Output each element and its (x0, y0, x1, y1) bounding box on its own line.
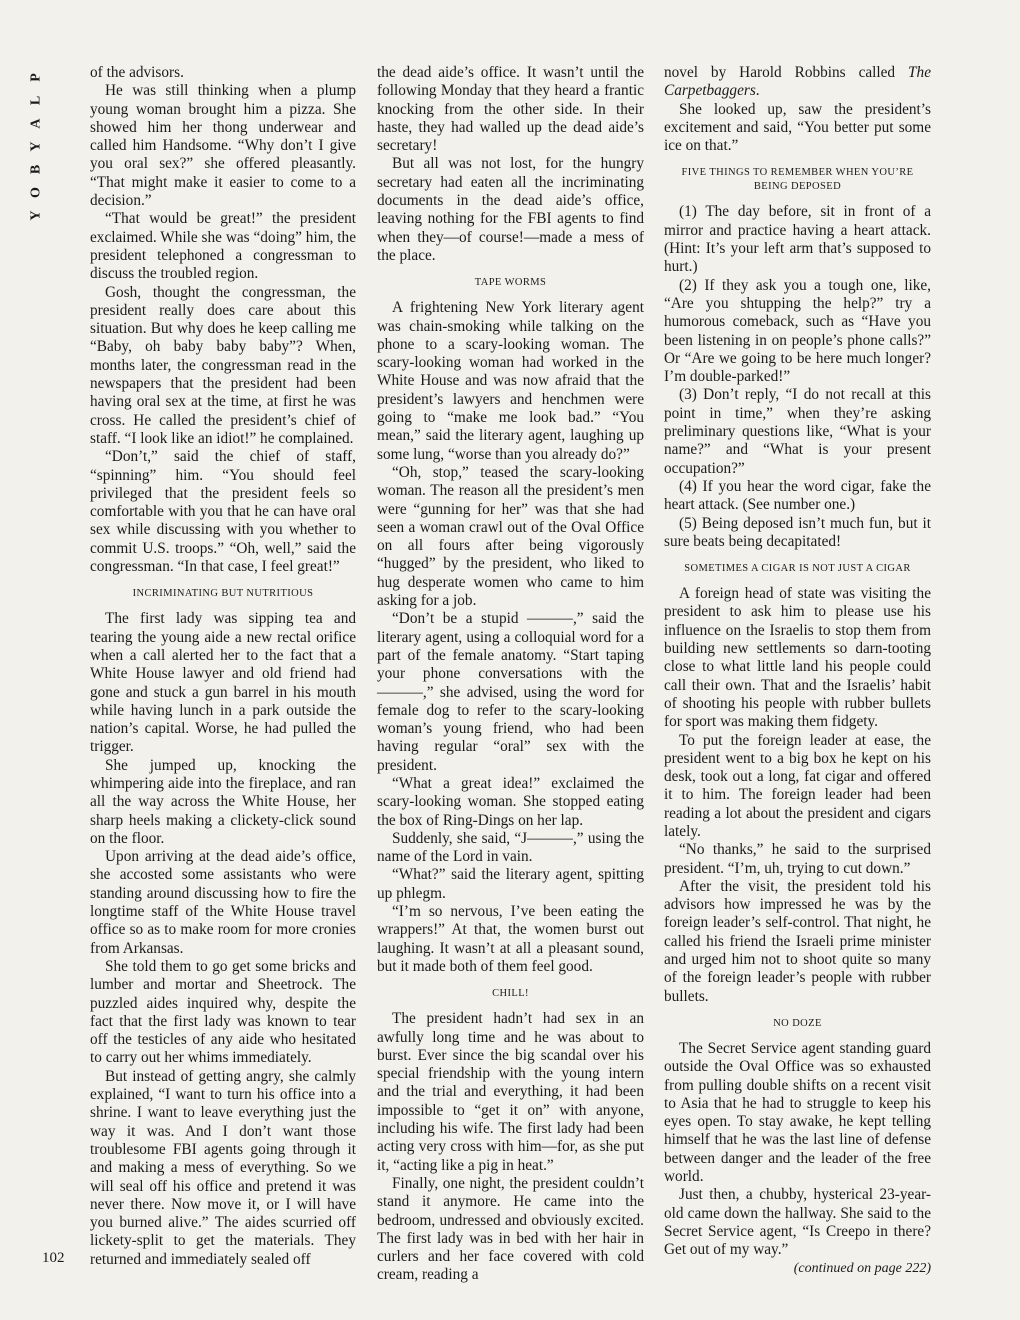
paragraph: (5) Being deposed isn’t much fun, but it sure beats being decapitated! (664, 514, 931, 550)
paragraph: “Don’t,” said the chief of staff, “spinning” him. “You should feel privileged that the president feels so comfortable with you that he can have oral sex while discussing with you whether to commit U.S. troops.” “Oh, well,” said the congressman. “In that case, I feel great!” (90, 448, 356, 576)
paragraph: Gosh, thought the congressman, the president really does care about this situation. But why does he keep calling me “Baby, oh baby baby baby”? When, months later, the congressman read in the newspapers that the president had been having oral sex at the time, at first he was cross. He called the president’s chief of staff. “I look like an idiot!” he complained. (90, 283, 356, 447)
paragraph: After the visit, the president told his advisors how impressed he was by the foreign leader’s self-control. That night, he called his friend the Israeli prime minister and urged him not to shoot quite so many of the foreign leader’s people with rubber bullets. (664, 877, 931, 1005)
paragraph: of the advisors. (90, 64, 184, 81)
paragraph: Suddenly, she said, “J———,” using the name of the Lord in vain. (377, 829, 644, 866)
paragraph: (3) Don’t reply, “I do not recall at this point in time,” when they’re asking preliminary questions like, “What is your name?” and “What is your present occupation?” (664, 386, 931, 477)
paragraph: She looked up, saw the president’s excitement and said, “You better put some ice on that.” (664, 100, 931, 155)
paragraph: the dead aide’s office. It wasn’t until the following Monday that they heard a frantic knocking from the other side. In their haste, they had walled up the dead aide’s secretary! (377, 64, 644, 155)
paragraph: The first lady was sipping tea and tearing the young aide a new rectal orifice when a call alerted her to the fact that a White House lawyer and old friend had gone and stuck a gun barrel in his mouth while having lunch in a park outside the nation’s capital. Worse, he had pulled the trigger. (90, 610, 356, 756)
paragraph: To put the foreign leader at ease, the president went to a big box he kept on his desk, took out a long, fat cigar and offered it to him. The foreign leader had been reading a lot about the president and cigars lately. (664, 731, 931, 840)
paragraph: A foreign head of state was visiting the president to ask him to please use his influence on the Israelis to stop them from building new settlements so darn-tooting close to what little land his people could call their own. That and the Israelis’ habit of shooting his people with rubber bullets for sport was making them fidgety. (664, 585, 931, 731)
masthead-letter: A (28, 118, 44, 129)
paragraph: “Don’t be a stupid ———,” said the literary agent, using a colloquial word for a part of the female anatomy. “Start taping your phone conversations with the ———,” she advised, using the word for female dog to refer to the scary-looking woman’s young friend, who had been having regular “oral” sex with the president. (377, 610, 644, 774)
paragraph: But all was not lost, for the hungry secretary had eaten all the incriminating documents in the dead aide’s office, leaving nothing for the FBI agents to find when they—of course!—made a mess of the place. (377, 155, 644, 264)
paragraph: “What?” said the literary agent, spitting up phlegm. (377, 866, 644, 902)
page-number: 102 (42, 1250, 65, 1266)
paragraph: A frightening New York literary agent was chain-smoking while talking on the phone to a scary-looking woman. The scary-looking woman had worked in the White House and was now afraid that the president’s lawyers and henchmen were going to “make me look bad.” “You mean,” said the literary agent, laughing up some lung, “worse than you already do?” (377, 299, 644, 463)
section-heading: SOMETIMES A CIGAR IS NOT JUST A CIGAR (684, 563, 911, 575)
paragraph: (4) If you hear the word cigar, fake the heart attack. (See number one.) (664, 477, 931, 514)
paragraph: The president hadn’t had sex in an awfully long time and he was about to burst. Ever since the big scandal over his special friendship with the young intern and the trial and everything, it had been impossible to “get it on” with anyone, including his wife. The first lady had been acting very cross with him—for, as she put it, “acting like a pig in heat.” (377, 1010, 644, 1174)
paragraph: (2) If they ask you a tough one, like, “Are you shtupping the help?” try a humorous comeback, such as “Have you been listening in on people’s phone calls?” Or “Are we going to be here much longer? I’m double-parked!” (664, 276, 931, 386)
paragraph: She told them to go get some bricks and lumber and mortar and Sheetrock. The puzzled aides inquired why, despite the fact that the first lady was known to tear off the testicles of any aide who hesitated to carry out her whims immediately. (90, 957, 356, 1067)
masthead-letter: Y (28, 210, 44, 221)
continued-note: (continued on page 222) (793, 1260, 931, 1276)
column-1 (90, 64, 356, 1269)
paragraph: He was still thinking when a plump young woman brought him a pizza. She showed him her thong underwear and called him Handsome. “Why don’t I give you oral sex?” she offered pleasantly. “That might make it easier to come to a decision.” (90, 82, 356, 210)
paragraph: She jumped up, knocking the whimpering aide into the fireplace, and ran all the way across the White House, her sharp heels making a clickety-click sound on the floor. (90, 756, 356, 847)
paragraph: “That would be great!” the president exclaimed. While she was “doing” him, the president telephoned a congressman to discuss the troubled region. (90, 210, 356, 283)
paragraph-text: novel by Harold Robbins called (664, 64, 909, 81)
paragraph: “Oh, stop,” teased the scary-looking woman. The reason all the president’s men were “gunning for her” was that she had seen a woman crawl out of the Oval Office on all fours after being vigorously “hugged” by the president, who liked to hug desperate women who came to him asking for a job. (377, 463, 644, 610)
paragraph: “No thanks,” he said to the surprised president. “I’m, uh, trying to cut down.” (664, 841, 931, 877)
paragraph: But instead of getting angry, she calmly explained, “I want to turn his office into a shrine. I want to leave everything just the way it was. And I don’t want those troublesome FBI agents going through it and making a mess of everything. So we will seal off his office and pretend it was never there. Now move it, or I will have you burned alive.” The aides scurried off lickety-split to get the materials. They returned and immediately sealed off (90, 1067, 356, 1268)
playboy-masthead (26, 66, 56, 227)
paragraph: The Secret Service agent standing guard outside the Oval Office was so exhausted from pulling double shifts on a recent visit to Asia that he had to struggle to keep his eyes open. To stay awake, he kept telling himself that he was the last line of defense between danger and the leader of the free world. (664, 1039, 931, 1186)
paragraph: “What a great idea!” exclaimed the scary-looking woman. She stopped eating the box of Ring-Dings on her lap. (377, 774, 644, 829)
paragraph: (1) The day before, sit in front of a mirror and practice having a heart attack. (Hint: It’s your left arm that’s supposed to hurt.) (664, 203, 931, 276)
masthead-letter: Y (28, 141, 44, 152)
paragraph-text: . (755, 82, 760, 100)
section-heading: FIVE THINGS TO REMEMBER WHEN YOU’RE BEING DEPOSED (681, 167, 914, 193)
section-heading: TAPE WORMS (474, 277, 547, 289)
masthead-letter: P (28, 73, 44, 82)
column-2 (377, 64, 644, 1285)
section-heading: CHILL! (492, 988, 529, 1000)
book-title: The Carpetbaggers (664, 64, 931, 100)
column-3 (664, 64, 931, 1278)
paragraph: “I’m so nervous, I’ve been eating the wrappers!” At that, the women burst out laughing. It wasn’t at all a pleasant sound, but it made both of them feel good. (377, 903, 644, 975)
section-heading: NO DOZE (773, 1017, 822, 1029)
paragraph (664, 64, 931, 101)
paragraph: Just then, a chubby, hysterical 23-year-old came down the hallway. She said to the Secret Service agent, “Is Creepo in there? Get out of my way.” (664, 1186, 931, 1259)
paragraph: Upon arriving at the dead aide’s office, she accosted some assistants who were standing around discussing how to fire the longtime staff of the White House travel office so as to make room for more cronies from Arkansas. (90, 848, 356, 957)
masthead-letter: O (28, 187, 44, 198)
masthead-letter: B (28, 164, 44, 175)
paragraph: Finally, one night, the president couldn’t stand it anymore. He came into the bedroom, undressed and obviously excited. The first lady was in bed with her hair in curlers and her face covered with cold cream, reading a (377, 1174, 644, 1284)
section-heading: INCRIMINATING BUT NUTRITIOUS (132, 588, 314, 600)
masthead-letter: L (28, 95, 44, 106)
